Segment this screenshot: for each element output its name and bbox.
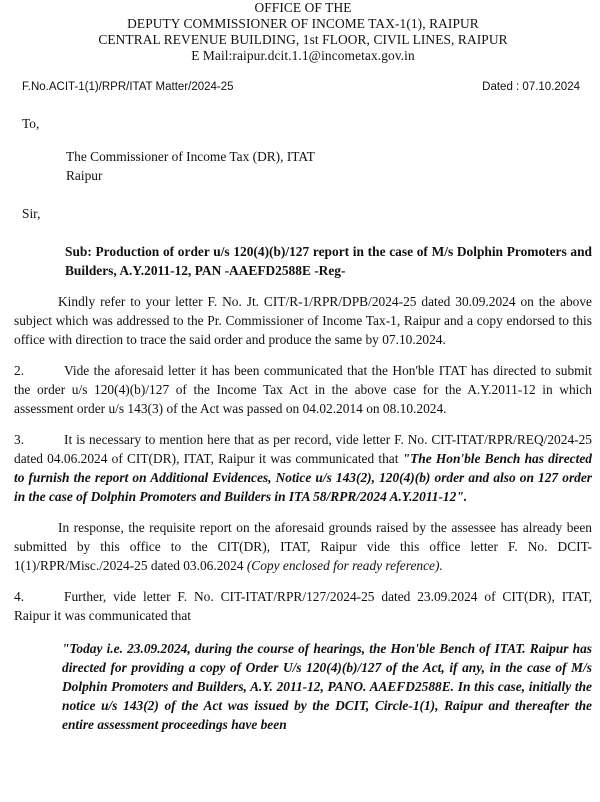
subject-line: Sub: Production of order u/s 120(4)(b)/127 report in the case of M/s Dolphin Promoters and Builders, A.Y.2011-12, PAN -AAEFD2588E -Reg-: [65, 244, 592, 278]
paragraph-4-text: Further, vide letter F. No. CIT-ITAT/RPR/127/2024-25 dated 23.09.2024 of CIT(DR), ITAT, Raipur it was communicated that: [14, 589, 592, 623]
paragraph-response: [14, 518, 592, 575]
addressee-line-2: Raipur: [66, 168, 103, 183]
paragraph-1: Kindly refer to your letter F. No. Jt. CIT/R-1/RPR/DPB/2024-25 dated 30.09.2024 on the above subject which was addressed to the Pr. Commissioner of Income Tax-1, Raipur and a copy endorsed to this office with direction to trace the said order and produce the same by 07.10.2024.: [14, 294, 592, 347]
office-name: DEPUTY COMMISSIONER OF INCOME TAX-1(1), RAIPUR: [127, 16, 479, 31]
reference-row: [14, 81, 592, 93]
paragraph-4: [14, 587, 592, 625]
to-label: To,: [22, 116, 40, 131]
paragraph-4-quote: "Today i.e. 23.09.2024, during the course of hearings, the Hon'ble Bench of ITAT. Raipur has directed for providing a copy of Order U/s 120(4)(b)/127 of the Act, if any, in the case of M/s Dolphin Promoters and Builders, A.Y. 2011-12, PANO. AAEFD2588E. In this case, initially the notice u/s 143(2) of the Act was issued by the DCIT, Circle-1(1), Raipur and thereafter the entire assessment proceedings have been: [62, 641, 592, 732]
addressee: [14, 147, 592, 185]
paragraph-3: [14, 430, 592, 506]
paragraph-4-number: 4.: [14, 589, 25, 604]
paragraph-2: [14, 361, 592, 418]
paragraph-2-number: 2.: [14, 363, 25, 378]
office-email: E Mail:raipur.dcit.1.1@incometax.gov.in: [191, 48, 415, 63]
letter-date: Dated : 07.10.2024: [482, 81, 580, 93]
paragraph-2-text: Vide the aforesaid letter it has been communicated that the Hon'ble ITAT has directed to submit the order u/s 120(4)(b)/127 of the Income Tax Act in the above case for the A.Y.2011-12 in which assessment order u/s 143(3) of the Act was passed on 04.02.2014 on 08.10.2024.: [14, 363, 592, 416]
paragraph-response-note: (Copy enclosed for ready reference).: [246, 558, 443, 573]
paragraph-3-number: 3.: [14, 432, 25, 447]
paragraph-3-quote: "The Hon'ble Bench has directed to furnish the report on Additional Evidences, Notice u/s 143(2), 120(4)(b) order and also on 127 order in the case of Dolphin Promoters and Builders in ITA 58/RPR/2024 A.Y.2011-12".: [14, 451, 592, 504]
paragraph-response-text: In response, the requisite report on the aforesaid grounds raised by the assessee has already been submitted by this office to the CIT(DR), ITAT, Raipur vide this office letter F. No. DCIT-1(1)/RPR/Misc./2024-25 dated 03.06.2024: [14, 520, 592, 573]
file-number: F.No.ACIT-1(1)/RPR/ITAT Matter/2024-25: [22, 81, 234, 93]
salutation: Sir,: [22, 206, 41, 221]
office-address: CENTRAL REVENUE BUILDING, 1st FLOOR, CIVIL LINES, RAIPUR: [98, 32, 508, 47]
paragraph-3-text: It is necessary to mention here that as per record, vide letter F. No. CIT-ITAT/RPR/REQ/2024-25 dated 04.06.2024 of CIT(DR), ITAT, Raipur it was communicated that: [14, 432, 592, 466]
addressee-line-1: The Commissioner of Income Tax (DR), ITAT: [66, 149, 315, 164]
office-title: OFFICE OF THE: [254, 0, 352, 15]
letterhead: [14, 0, 592, 64]
